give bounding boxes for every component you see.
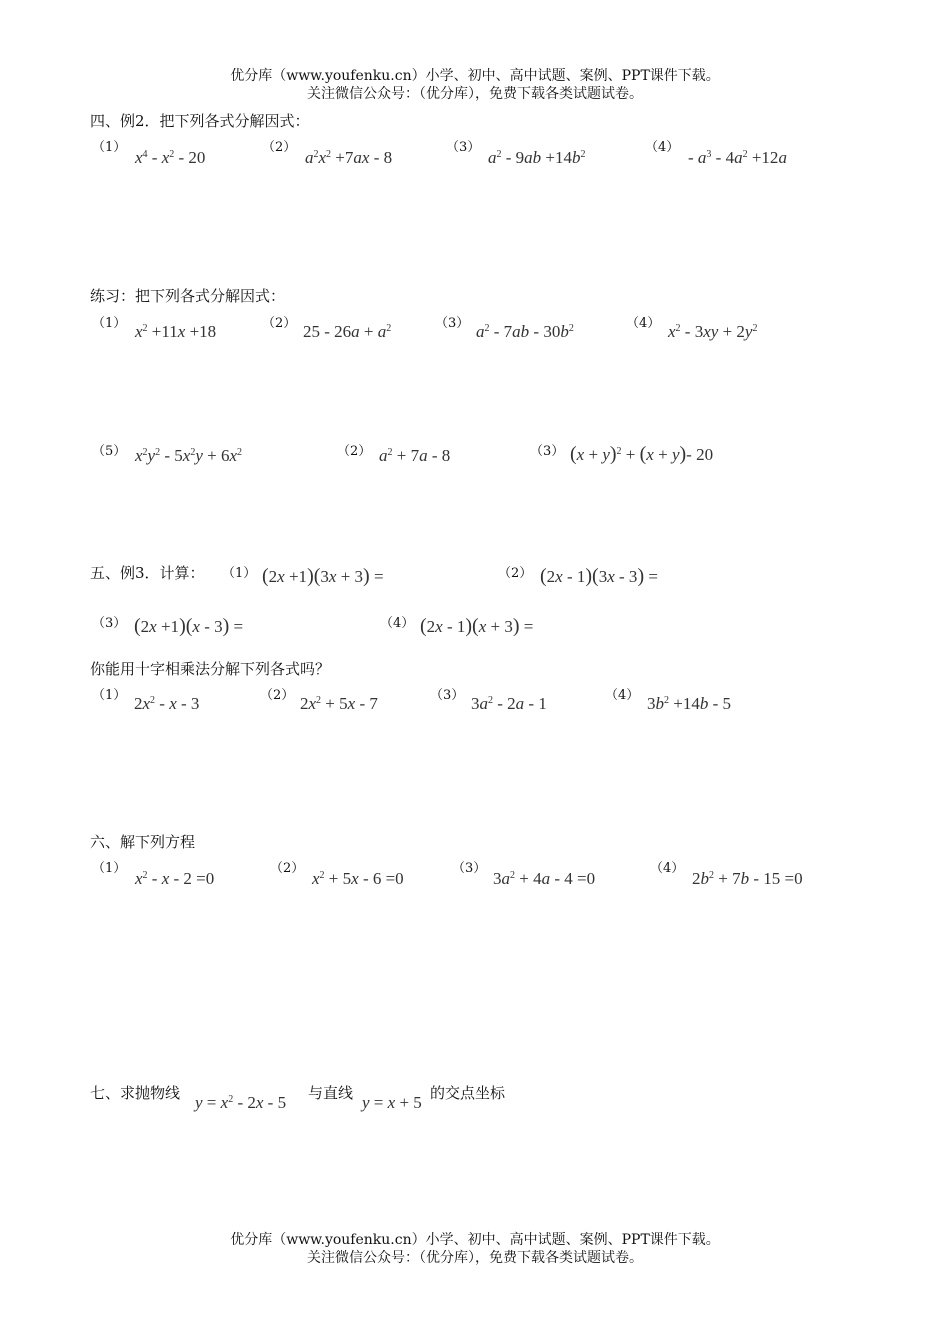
cross-title: 你能用十字相乘法分解下列各式吗？ [90,660,331,678]
math-expression: $x^4 - x^2 - 20$ [135,148,206,167]
math-expression: $x^2 + 5x - 6 =0$ [312,869,404,888]
math-expression: $x^2 +11x +18$ [135,322,217,341]
footer-line-1: 优分库（www.youfenku.cn）小学、初中、高中试题、案例、PPT课件下载。 [230,1232,720,1248]
item-number: （3） [435,316,470,331]
item-number: （3） [92,616,127,631]
math-expression: $2x^2 + 5x - 7$ [300,694,378,713]
item-number: （4） [626,316,661,331]
math-expression: (2x +1)(3x + 3) = [262,565,384,587]
section5-title: 五、例3．计算： [90,564,205,582]
item-number: （5） [92,444,127,459]
math-expression: $x^2y^2 - 5x^2y + 6x^2$ [135,446,242,465]
item-number: （2） [270,861,305,876]
math-expression: $x^2 - 3xy + 2y^2$ [668,322,758,341]
section7-title-c: 的交点坐标 [430,1084,506,1102]
item-number: （3） [430,688,465,703]
math-expression: $x^2 - x - 2 =0$ [135,869,215,888]
item-number: （2） [337,444,372,459]
math-expression: $a^2 - 7ab - 30b^2$ [476,322,574,341]
math-expression: - $a^3 - 4a^2 +12a$ [688,148,787,167]
math-expression: (2x - 1)(x + 3) = [420,615,534,637]
item-number: （4） [380,616,415,631]
header-line-1: 优分库（www.youfenku.cn）小学、初中、高中试题、案例、PPT课件下载。 [230,68,720,84]
item-number: （1） [92,861,127,876]
header-line-2: 关注微信公众号：（优分库），免费下载各类试题试卷。 [307,86,643,102]
item-number: （4） [605,688,640,703]
item-number: （1） [92,316,127,331]
math-expression: $a^2 + 7a - 8$ [379,446,451,465]
section7-title-a: 七、求抛物线 [90,1084,181,1102]
math-expression: $3a^2 + 4a - 4 =0$ [493,869,596,888]
item-number: （4） [645,140,680,155]
math-expression: $y = x^2 - 2x - 5$ [195,1093,287,1112]
item-number: （1） [222,566,257,581]
item-number: （3） [452,861,487,876]
math-expression: (2x - 1)(3x - 3) = [540,565,658,587]
item-number: （2） [262,140,297,155]
footer-line-2: 关注微信公众号：（优分库），免费下载各类试题试卷。 [307,1250,643,1266]
item-number: （3） [446,140,481,155]
item-number: （2） [262,316,297,331]
math-expression: $a^2x^2 +7ax - 8$ [305,148,393,167]
section4-title: 四、例2．把下列各式分解因式： [90,112,310,130]
item-number: （1） [92,688,127,703]
math-expression: (2x +1)(x - 3) = [134,615,244,637]
item-number: （3） [530,444,565,459]
item-number: （2） [498,566,533,581]
item-number: （1） [92,140,127,155]
math-expression: $2b^2 + 7b - 15 =0$ [692,869,803,888]
item-number: （4） [650,861,685,876]
math-expression: $a^2 - 9ab +14b^2$ [488,148,586,167]
math-expression: y = x + 5 [362,1093,422,1112]
math-expression: $(x + y)^2 + (x + y)-$ 20 [570,443,714,465]
section6-title: 六、解下列方程 [90,833,196,851]
item-number: （2） [260,688,295,703]
math-expression: $3a^2 - 2a - 1$ [471,694,547,713]
math-expression: $2x^2$ - x - 3 [134,694,200,713]
math-expression: $25 - 26a + a^2$ [303,322,392,341]
math-expression: $3b^2 +14b - 5$ [647,694,732,713]
practice-title: 练习：把下列各式分解因式： [90,287,286,305]
section7-title-b: 与直线 [308,1084,354,1102]
